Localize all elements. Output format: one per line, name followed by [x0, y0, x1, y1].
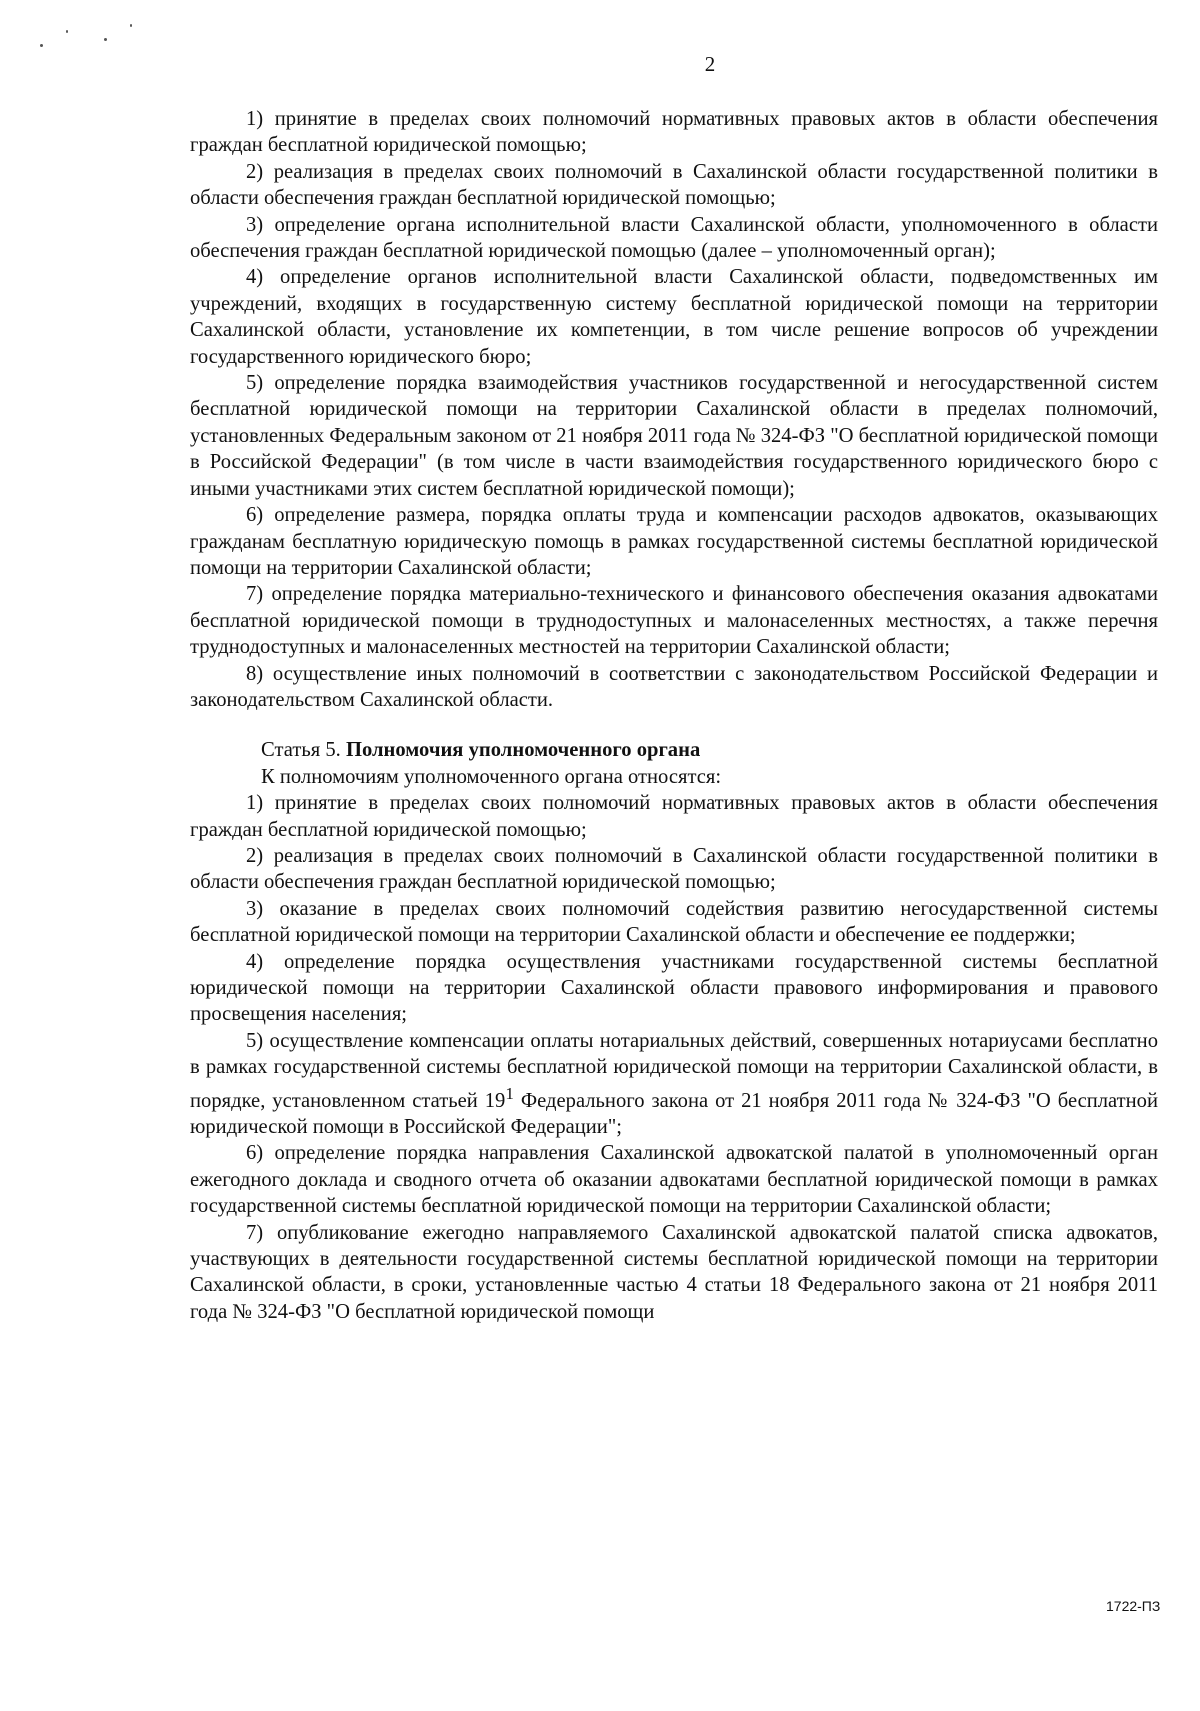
- article-title: Полномочия уполномоченного органа: [345, 739, 701, 762]
- list-item: 2) реализация в пределах своих полномочий в Сахалинской области государственной политики в области обеспечения граждан бесплатной юридической помощью;: [190, 844, 1158, 894]
- list-item: [190, 1028, 1158, 1140]
- list-item: 7) опубликование ежегодно направляемого Сахалинской адвокатской палатой списка адвокатов, участвующих в деятельности государственной системы бесплатной юридической помощи на территории Сахалинской области, в сроки, установленные частью 4 статьи 18 Федерального закона от 21 ноября 2011 года № 324-ФЗ "О бесплатной юридической помощи: [190, 1221, 1158, 1323]
- list-item: 4) определение порядка осуществления участниками государственной системы бесплатной юридической помощи на территории Сахалинской области правового информирования и правового просвещения населения;: [190, 950, 1158, 1026]
- list-item: 8) осуществление иных полномочий в соответствии с законодательством Российской Федерации и законодательством Сахалинской области.: [190, 662, 1158, 711]
- article-intro: К полномочиям уполномоченного органа относятся:: [261, 765, 722, 788]
- scan-speck: [66, 30, 68, 33]
- scan-speck: [130, 24, 132, 27]
- list-item: 1) принятие в пределах своих полномочий нормативных правовых актов в области обеспечения граждан бесплатной юридической помощью;: [190, 108, 1158, 157]
- list-item: 2) реализация в пределах своих полномочий в Сахалинской области государственной политики в области обеспечения граждан бесплатной юридической помощью;: [190, 160, 1158, 210]
- list-item: 6) определение порядка направления Сахалинской адвокатской палатой в уполномоченный орган ежегодного доклада и сводного отчета об оказании адвокатами бесплатной юридической помощи в рамках государственной системы бесплатной юридической помощи на территории Сахалинской области;: [190, 1142, 1158, 1218]
- document-code: 1722-ПЗ: [1106, 1598, 1161, 1614]
- article-number: Статья 5.: [261, 739, 346, 762]
- list-item: 6) определение размера, порядка оплаты труда и компенсации расходов адвокатов, оказывающих гражданам бесплатную юридическую помощь в рамках государственной системы бесплатной юридической помощи на территории Сахалинской области;: [190, 504, 1158, 579]
- article-heading: [190, 737, 1158, 763]
- page-number: 2: [704, 52, 716, 76]
- list-item: 4) определение органов исполнительной власти Сахалинской области, подведомственных им учреждений, входящих в государственную систему бесплатной юридической помощи на территории Сахалинской области, установление их компетенции, в том числе решение вопросов об учреждении государственного юридического бюро;: [190, 266, 1158, 368]
- scan-speck: [40, 44, 43, 47]
- list-item: 7) определение порядка материально-технического и финансового обеспечения оказания адвокатами бесплатной юридической помощи в труднодоступных и малонаселенных местностях, а также перечня труднодоступных и малонаселенных местностей на территории Сахалинской области;: [190, 583, 1158, 659]
- list-item: 3) оказание в пределах своих полномочий содействия развитию негосударственной системы бесплатной юридической помощи на территории Сахалинской области и обеспечение ее поддержки;: [190, 897, 1158, 947]
- document-body: [190, 106, 1158, 1325]
- item-text: 5) осуществление компенсации оплаты нотариальных действий, совершенных нотариусами бесплатно в рамках государственной системы бесплатной юридической помощи на территории Сахалинской области, в порядке, установленном статьей 19: [190, 1029, 1158, 1112]
- list-item: 1) принятие в пределах своих полномочий нормативных правовых актов в области обеспечения граждан бесплатной юридической помощью;: [190, 792, 1158, 841]
- scan-speck: [104, 38, 107, 41]
- superscript: 1: [505, 1083, 514, 1103]
- item-text: Федерального закона от 21 ноября 2011 года № 324-ФЗ "О бесплатной юридической помощи в Российской Федерации";: [190, 1089, 1158, 1138]
- list-item: 3) определение органа исполнительной власти Сахалинской области, уполномоченного в области обеспечения граждан бесплатной юридической помощью (далее – уполномоченный орган);: [190, 213, 1158, 263]
- list-item: 5) определение порядка взаимодействия участников государственной и негосударственной систем бесплатной юридической помощи на территории Сахалинской области в пределах полномочий, установленных Федеральным законом от 21 ноября 2011 года № 324-ФЗ "О бесплатной юридической помощи в Российской Федерации" (в том числе в части взаимодействия государственного юридического бюро с иными участниками этих систем бесплатной юридической помощи);: [190, 372, 1158, 500]
